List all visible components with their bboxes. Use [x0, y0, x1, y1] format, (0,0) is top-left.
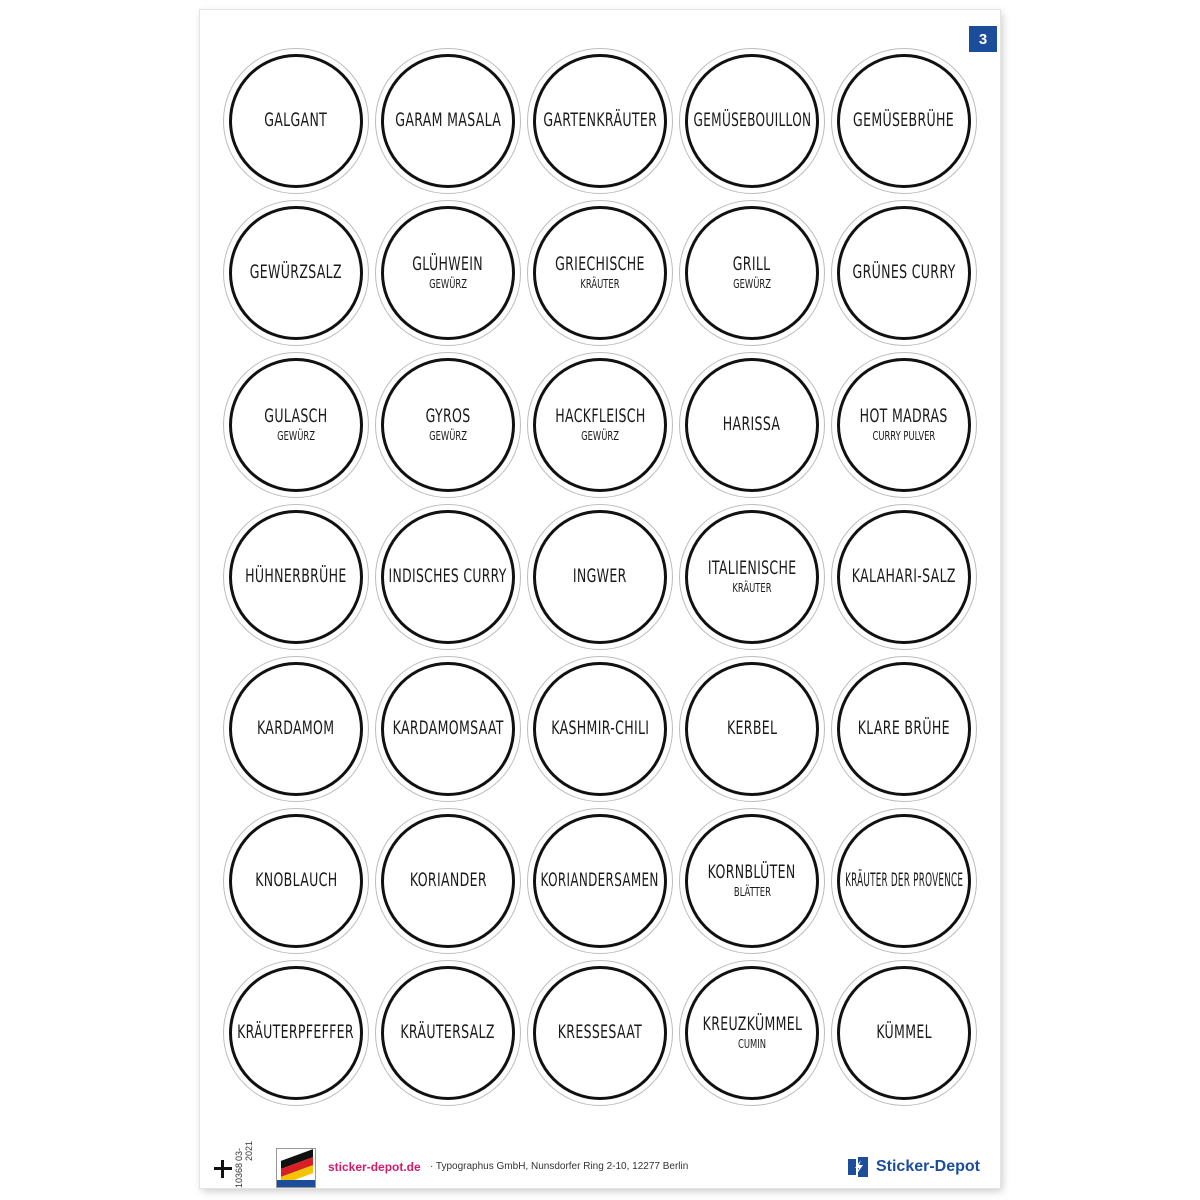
sticker-label: INDISCHES CURRY: [388, 565, 508, 588]
sticker: [527, 656, 673, 802]
sticker-sublabel: GEWÜRZ: [733, 277, 771, 292]
german-flag-badge: [276, 1148, 316, 1188]
sticker: [375, 960, 521, 1106]
sticker: [679, 48, 825, 194]
sticker: [527, 48, 673, 194]
sticker-label: HARISSA: [723, 413, 781, 436]
sticker: [679, 200, 825, 346]
sticker: [831, 656, 977, 802]
sticker: [679, 352, 825, 498]
sticker-ring: [229, 206, 363, 340]
sticker-sheet: [200, 10, 1000, 1188]
sticker-ring: [229, 510, 363, 644]
sticker-ring: [837, 662, 971, 796]
sticker-label: KRÄUTER DER PROVENCE: [844, 869, 964, 892]
sticker: [831, 48, 977, 194]
sticker-label: KORNBLÜTEN: [708, 860, 796, 883]
sticker-sublabel: BLÄTTER: [733, 885, 771, 900]
sticker-label: KREUZKÜMMEL: [702, 1012, 802, 1035]
sticker-ring: [533, 814, 667, 948]
sticker-ring: [837, 54, 971, 188]
sticker: [223, 352, 369, 498]
sticker-ring: [229, 358, 363, 492]
sticker-sublabel: GEWÜRZ: [429, 277, 467, 292]
sticker-label: GARAM MASALA: [395, 109, 501, 132]
sticker-label: KÜMMEL: [876, 1021, 932, 1044]
sticker: [679, 656, 825, 802]
sticker: [527, 808, 673, 954]
sticker-ring: [837, 358, 971, 492]
sticker-ring: [381, 966, 515, 1100]
sticker-sublabel: GEWÜRZ: [581, 429, 619, 444]
sticker-label: KALAHARI-SALZ: [851, 565, 957, 588]
sticker: [831, 960, 977, 1106]
sticker: [831, 352, 977, 498]
sticker-label: GARTENKRÄUTER: [543, 109, 657, 132]
brand-name: Sticker-Depot: [875, 1158, 980, 1175]
website-link[interactable]: sticker-depot.de: [328, 1160, 421, 1174]
sticker: [223, 656, 369, 802]
sticker-label: GRIECHISCHE: [555, 252, 645, 275]
sticker-ring: [685, 662, 819, 796]
sticker-label: HÜHNERBRÜHE: [245, 565, 347, 588]
sticker: [375, 352, 521, 498]
sticker-ring: [685, 814, 819, 948]
sticker-ring: [381, 358, 515, 492]
sticker-ring: [229, 662, 363, 796]
sticker-ring: [685, 206, 819, 340]
sticker-ring: [381, 206, 515, 340]
sticker-ring: [229, 814, 363, 948]
sticker: [223, 808, 369, 954]
sticker: [679, 504, 825, 650]
sticker: [375, 504, 521, 650]
sticker-label: KLARE BRÜHE: [857, 717, 951, 740]
sticker: [223, 48, 369, 194]
sticker-ring: [381, 662, 515, 796]
sticker-ring: [685, 966, 819, 1100]
sticker-ring: [685, 510, 819, 644]
sticker-label: HACKFLEISCH: [554, 404, 646, 427]
sticker-label: KORIANDERSAMEN: [540, 869, 660, 892]
sticker-label: KRESSESAAT: [557, 1021, 643, 1044]
article-code: [234, 1140, 258, 1188]
sticker-label: GULASCH: [264, 404, 328, 427]
sticker-ring: [837, 510, 971, 644]
brand-logo: [846, 1155, 980, 1179]
sticker: [831, 504, 977, 650]
sticker-label: ITALIENISCHE: [707, 556, 797, 579]
sticker: [831, 200, 977, 346]
sticker-label: GEMÜSEBOUILLON: [693, 109, 811, 132]
sticker-sublabel: GEWÜRZ: [277, 429, 315, 444]
sticker-ring: [533, 662, 667, 796]
sticker-ring: [837, 814, 971, 948]
sticker-label: GYROS: [425, 404, 471, 427]
sheet-footer: [200, 1140, 1000, 1188]
sticker-ring: [381, 814, 515, 948]
sticker-ring: [533, 358, 667, 492]
sticker-label: KARDAMOM: [257, 717, 335, 740]
sticker: [527, 960, 673, 1106]
sticker-label: KRÄUTERPFEFFER: [237, 1021, 355, 1044]
sticker-ring: [837, 206, 971, 340]
sticker-sublabel: CURRY PULVER: [872, 429, 936, 444]
page-number-badge: 3: [969, 26, 997, 52]
sticker-label: GEMÜSEBRÜHE: [853, 109, 955, 132]
sticker-label: KASHMIR-CHILI: [550, 717, 650, 740]
sticker-depot-logo-icon: [846, 1155, 870, 1179]
sticker: [527, 352, 673, 498]
sticker-sublabel: KRÄUTER: [580, 277, 620, 292]
sticker-ring: [685, 54, 819, 188]
sticker-label: KNOBLAUCH: [254, 869, 338, 892]
sticker-label: GLÜHWEIN: [412, 252, 484, 275]
sticker: [527, 504, 673, 650]
sticker: [223, 960, 369, 1106]
sticker: [375, 656, 521, 802]
sticker-label: HOT MADRAS: [859, 404, 949, 427]
sticker-ring: [381, 510, 515, 644]
sticker: [223, 200, 369, 346]
sticker-grid: [223, 45, 977, 1109]
plus-icon: [214, 1160, 232, 1178]
sticker-ring: [533, 206, 667, 340]
sticker-label: GEWÜRZSALZ: [249, 261, 343, 284]
company-address: · Typographus GmbH, Nunsdorfer Ring 2-10, 12277 Berlin: [430, 1161, 689, 1172]
sticker: [679, 960, 825, 1106]
sticker-label: GRÜNES CURRY: [852, 261, 956, 284]
sticker-label: GRILL: [733, 252, 771, 275]
sticker-label: INGWER: [573, 565, 627, 588]
sticker: [375, 808, 521, 954]
article-number: 10368: [234, 1162, 244, 1188]
sticker: [375, 48, 521, 194]
sticker-label: KARDAMOMSAAT: [392, 717, 504, 740]
sticker-label: KRÄUTERSALZ: [400, 1021, 496, 1044]
sticker-label: KERBEL: [726, 717, 778, 740]
sticker: [223, 504, 369, 650]
sticker-sublabel: CUMIN: [737, 1037, 767, 1052]
sticker-ring: [229, 54, 363, 188]
sticker-ring: [533, 510, 667, 644]
sticker-sublabel: GEWÜRZ: [429, 429, 467, 444]
sticker-label: GALGANT: [264, 109, 328, 132]
sticker: [375, 200, 521, 346]
sticker-ring: [685, 358, 819, 492]
sticker: [831, 808, 977, 954]
sticker-ring: [229, 966, 363, 1100]
sticker-ring: [381, 54, 515, 188]
date-code: 03-2021: [234, 1140, 254, 1161]
sticker: [527, 200, 673, 346]
sticker-sublabel: KRÄUTER: [732, 581, 772, 596]
sticker: [679, 808, 825, 954]
sticker-label: KORIANDER: [409, 869, 487, 892]
sticker-ring: [837, 966, 971, 1100]
sticker-ring: [533, 966, 667, 1100]
sticker-ring: [533, 54, 667, 188]
